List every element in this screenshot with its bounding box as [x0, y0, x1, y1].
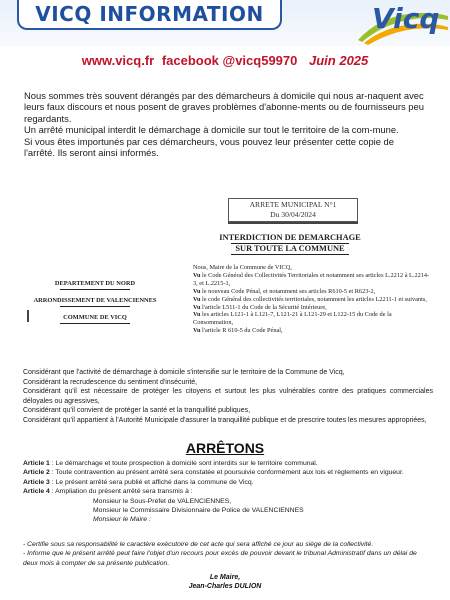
visa-label: Vu — [193, 271, 201, 279]
article-label: Article 4 — [23, 488, 50, 496]
vicq-logo-text: Vicq — [372, 2, 440, 35]
visa-label: Vu — [193, 327, 201, 335]
scan-mark — [27, 310, 29, 322]
contact-line — [0, 53, 450, 68]
newsletter-title: VICQ INFORMATION — [35, 2, 264, 26]
article-label: Article 3 — [23, 478, 50, 486]
considerant-item: Considérant que l'activité de démarchage à domicile s'intensifie sur le territoire de la Commune de Vicq, — [23, 369, 345, 376]
articles-block — [23, 459, 433, 525]
article-text: : Le démarchage et toute prospection à domicile sont interdits sur le territoire communal. — [49, 460, 318, 467]
decree-title-divider — [231, 254, 349, 255]
signature-name: Jean-Charles DULION — [188, 583, 262, 590]
admin-arrondissement: ARRONDISSEMENT DE VALENCIENNES — [33, 297, 157, 304]
legal-note: - Informe que le présent arrêté peut faire l'objet d'un recours pour excès de pouvoir devant le tribunal Administratif dans un délai de deux mois à compter de sa présente publication. — [23, 550, 417, 567]
admin-commune: COMMUNE DE VICQ — [63, 314, 127, 321]
visa-text: les articles L121-1 à L121-7, L121-21 à L121-29 et L122-15 du Code de la Consommation, — [193, 311, 392, 327]
website-link[interactable]: www.vicq.fr — [81, 53, 155, 68]
decree-number-box — [228, 198, 358, 222]
considerant-item: Considérant qu'il convient de protéger la santé et la tranquillité publiques, — [23, 407, 251, 415]
intro-line: Nous sommes très souvent dérangés par des démarcheurs à domicile qui nous ar-naquent avec leurs faux discours et nous posent de graves problèmes d'abonne-ments ou de fournisseurs peu regardants. — [24, 90, 424, 124]
considerant-item: Considérant qu'il appartient à l'Autorité Municipale d'assurer la tranquillité publique et de prescrire toutes les mesures appropriées, — [23, 416, 427, 424]
facebook-handle[interactable]: facebook @vicq59970 — [161, 53, 298, 68]
article-text: : Toute contravention au présent arrêté sera constatée et poursuivie conformément aux lois et règlements en vigueur. — [49, 469, 404, 477]
article-item — [23, 487, 433, 496]
decree-date: Du 30/04/2024 — [270, 210, 316, 219]
intro-line: Si vous êtes importunés par ces démarcheurs, vous pouvez leur présenter cette copie de l'arrêté. Ils seront ainsi informés. — [24, 135, 394, 159]
recipient-item: Monsieur le Commissaire Divisionnaire de Police de VALENCIENNES — [93, 507, 304, 515]
visa-item — [193, 272, 433, 288]
legal-notes — [23, 540, 433, 568]
mayor-intro: Nous, Maire de la Commune de VICQ, — [193, 264, 292, 271]
visa-text: l'article L511-1 du Code de la Sécurité Intérieure, — [200, 303, 327, 311]
visa-item — [193, 311, 433, 327]
admin-department: DEPARTEMENT DU NORD — [54, 280, 136, 287]
visa-label: Vu — [193, 303, 201, 311]
visa-item — [193, 327, 433, 335]
visa-list — [193, 264, 433, 335]
considerant-item: Considérant qu'il est nécessaire de protéger les citoyens et surtout les plus vulnérables contre des pratiques commerciales déloyales ou agressives, — [23, 388, 433, 405]
recipient-mayor: Monsieur le Maire : — [93, 516, 151, 524]
article-item — [23, 478, 433, 487]
decree-title — [215, 233, 365, 255]
admin-rule — [60, 323, 130, 324]
article-label: Article 2 — [23, 469, 50, 477]
newsletter-header — [0, 0, 450, 46]
article-item — [23, 468, 433, 477]
considerant-item: Considérant la recrudescence du sentiment d'insécurité, — [23, 378, 198, 386]
decree-title-line-2: SUR TOUTE LA COMMUNE — [235, 244, 345, 253]
article-text: : Ampliation du présent arrêté sera transmis à : — [49, 488, 193, 496]
visa-item — [193, 288, 433, 296]
decree-title-line-1: INTERDICTION DE DEMARCHAGE — [219, 233, 361, 242]
signature-title: Le Maire, — [209, 574, 241, 581]
visa-text: le Code Général des Collectivités Territoriales et notamment ses articles L.2212 à L.2214-3, et L.2215-1, — [193, 271, 430, 287]
admin-rule — [60, 306, 130, 307]
title-box — [17, 0, 282, 30]
article-text: : Le présent arrêté sera publié et affiché dans la commune de Vicq. — [49, 478, 254, 486]
recipient-item: Monsieur le Sous-Préfet de VALENCIENNES, — [93, 497, 232, 505]
visa-label: Vu — [193, 295, 201, 303]
decree-number: ARRETE MUNICIPAL N°1 — [249, 200, 337, 209]
visa-item — [193, 296, 433, 304]
intro-line: Un arrêté municipal interdit le démarchage à domicile sur tout le territoire de la com-mune. — [24, 124, 399, 136]
issue-month: Juin 2025 — [309, 53, 369, 68]
article-item — [23, 459, 433, 468]
administrative-block — [30, 280, 160, 331]
visa-text: le code Général des collectivités territoriales, notamment les articles L2211-1 et suivants, — [200, 295, 427, 303]
visa-text: le nouveau Code Pénal, et notamment ses articles R610-5 et R623-2, — [200, 287, 376, 295]
intro-paragraph — [24, 90, 424, 158]
arretons-heading: ARRÊTONS — [185, 440, 265, 456]
visa-label: Vu — [193, 287, 201, 295]
signature-block — [0, 573, 450, 591]
article-label: Article 1 — [23, 460, 50, 467]
legal-note: - Certifie sous sa responsabilité le caractère exécutoire de cet acte qui sera affiché ce jour au siège de la collectivité. — [23, 541, 374, 548]
visa-label: Vu — [193, 311, 201, 319]
considerants-block — [23, 368, 433, 426]
visa-text: l'article R 610-5 du Code Pénal, — [200, 327, 283, 335]
admin-rule — [60, 289, 130, 290]
decree-box-underline — [228, 222, 358, 224]
visa-item — [193, 304, 433, 312]
